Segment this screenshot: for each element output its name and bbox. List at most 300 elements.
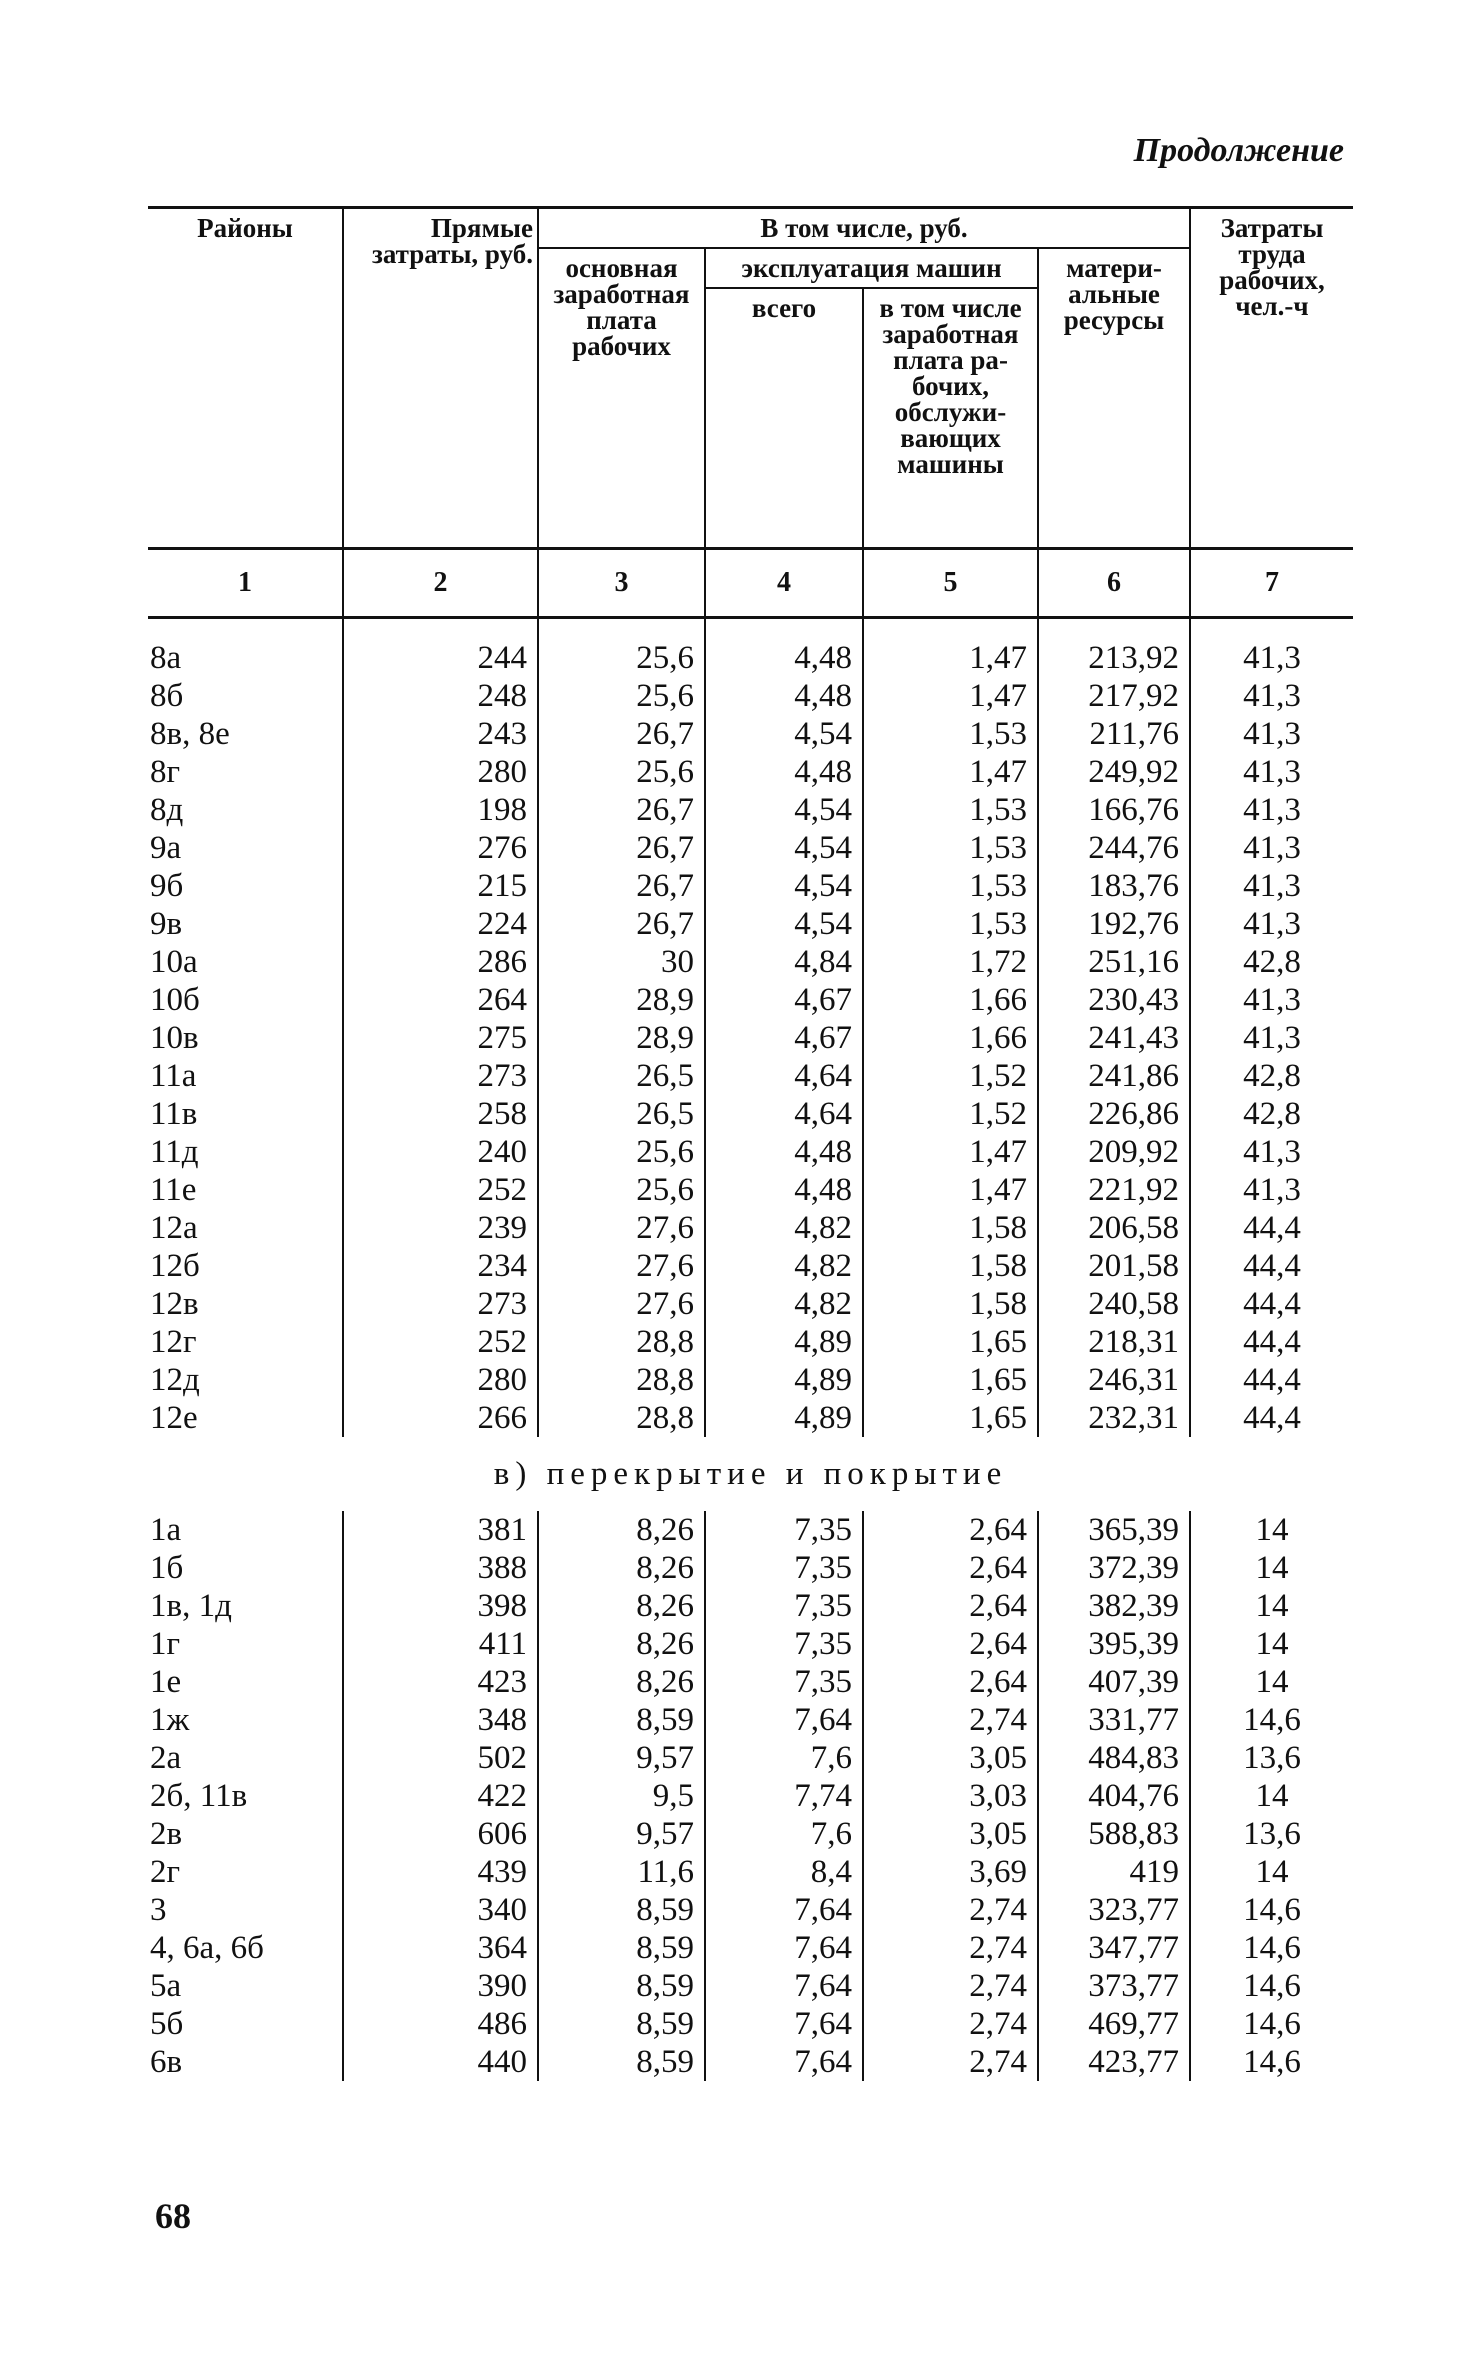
column-number: 4 bbox=[705, 549, 863, 618]
value-cell: 14 bbox=[1190, 1663, 1353, 1701]
value-cell: 215 bbox=[343, 867, 538, 905]
value-cell: 2,64 bbox=[863, 1625, 1038, 1663]
value-cell: 398 bbox=[343, 1587, 538, 1625]
value-cell: 252 bbox=[343, 1323, 538, 1361]
table-row bbox=[148, 1815, 1353, 1853]
table-row bbox=[148, 1511, 1353, 1549]
table-row bbox=[148, 1171, 1353, 1209]
value-cell: 26,7 bbox=[538, 905, 705, 943]
value-cell: 258 bbox=[343, 1095, 538, 1133]
column-numbers-row bbox=[148, 549, 1353, 618]
value-cell: 1,58 bbox=[863, 1285, 1038, 1323]
value-cell: 26,7 bbox=[538, 791, 705, 829]
value-cell: 42,8 bbox=[1190, 943, 1353, 981]
value-cell: 4,67 bbox=[705, 1019, 863, 1057]
value-cell: 502 bbox=[343, 1739, 538, 1777]
region-cell: 1е bbox=[150, 1664, 182, 1700]
table-row bbox=[148, 1663, 1353, 1701]
value-cell: 1,47 bbox=[863, 1171, 1038, 1209]
header-regions: Районы bbox=[148, 208, 343, 549]
value-cell: 25,6 bbox=[538, 639, 705, 677]
value-cell: 364 bbox=[343, 1929, 538, 1967]
region-cell: 10а bbox=[150, 944, 198, 980]
value-cell: 14 bbox=[1190, 1853, 1353, 1891]
value-cell: 8,59 bbox=[538, 2043, 705, 2081]
value-cell: 244,76 bbox=[1038, 829, 1190, 867]
region-cell: 8а bbox=[150, 640, 182, 676]
cost-table bbox=[148, 206, 1353, 2081]
value-cell: 1,52 bbox=[863, 1057, 1038, 1095]
value-cell: 8,4 bbox=[705, 1853, 863, 1891]
value-cell: 13,6 bbox=[1190, 1815, 1353, 1853]
value-cell: 2,64 bbox=[863, 1549, 1038, 1587]
table-row bbox=[148, 1929, 1353, 1967]
table-row bbox=[148, 1853, 1353, 1891]
value-cell: 381 bbox=[343, 1511, 538, 1549]
value-cell: 9,57 bbox=[538, 1815, 705, 1853]
value-cell: 3,05 bbox=[863, 1815, 1038, 1853]
value-cell: 44,4 bbox=[1190, 1399, 1353, 1437]
value-cell: 7,64 bbox=[705, 1701, 863, 1739]
value-cell: 1,53 bbox=[863, 905, 1038, 943]
value-cell: 286 bbox=[343, 943, 538, 981]
value-cell: 4,64 bbox=[705, 1057, 863, 1095]
value-cell: 1,58 bbox=[863, 1247, 1038, 1285]
value-cell: 4,82 bbox=[705, 1285, 863, 1323]
value-cell: 246,31 bbox=[1038, 1361, 1190, 1399]
value-cell: 7,74 bbox=[705, 1777, 863, 1815]
value-cell: 1,53 bbox=[863, 829, 1038, 867]
header-base-wage: основная заработная плата рабочих bbox=[538, 248, 705, 549]
value-cell: 372,39 bbox=[1038, 1549, 1190, 1587]
value-cell: 419 bbox=[1038, 1853, 1190, 1891]
header-materials: материальные ресурсы bbox=[1038, 248, 1190, 549]
value-cell: 28,8 bbox=[538, 1399, 705, 1437]
value-cell: 198 bbox=[343, 791, 538, 829]
region-cell: 11е bbox=[150, 1172, 197, 1208]
value-cell: 28,8 bbox=[538, 1361, 705, 1399]
value-cell: 4,89 bbox=[705, 1361, 863, 1399]
value-cell: 2,64 bbox=[863, 1511, 1038, 1549]
header-labor: Затраты труда рабочих, чел.-ч bbox=[1190, 208, 1353, 549]
value-cell: 4,54 bbox=[705, 715, 863, 753]
table-row bbox=[148, 1361, 1353, 1399]
value-cell: 26,7 bbox=[538, 867, 705, 905]
value-cell: 8,26 bbox=[538, 1625, 705, 1663]
table-row bbox=[148, 677, 1353, 715]
value-cell: 28,9 bbox=[538, 981, 705, 1019]
value-cell: 8,26 bbox=[538, 1549, 705, 1587]
region-cell: 12е bbox=[150, 1400, 198, 1436]
value-cell: 273 bbox=[343, 1285, 538, 1323]
value-cell: 11,6 bbox=[538, 1853, 705, 1891]
header-machines-wage: в том числе заработная плата рабочих, обслуживающих машины bbox=[863, 288, 1038, 549]
value-cell: 8,59 bbox=[538, 1701, 705, 1739]
value-cell: 423,77 bbox=[1038, 2043, 1190, 2081]
table-row bbox=[148, 1625, 1353, 1663]
value-cell: 252 bbox=[343, 1171, 538, 1209]
table-row bbox=[148, 1285, 1353, 1323]
table-row bbox=[148, 943, 1353, 981]
value-cell: 42,8 bbox=[1190, 1095, 1353, 1133]
value-cell: 8,26 bbox=[538, 1663, 705, 1701]
value-cell: 41,3 bbox=[1190, 867, 1353, 905]
value-cell: 7,35 bbox=[705, 1587, 863, 1625]
table-row bbox=[148, 1739, 1353, 1777]
column-number: 5 bbox=[863, 549, 1038, 618]
value-cell: 25,6 bbox=[538, 677, 705, 715]
value-cell: 7,35 bbox=[705, 1549, 863, 1587]
value-cell: 7,64 bbox=[705, 1929, 863, 1967]
value-cell: 395,39 bbox=[1038, 1625, 1190, 1663]
region-cell: 1а bbox=[150, 1512, 182, 1548]
value-cell: 1,52 bbox=[863, 1095, 1038, 1133]
region-cell: 1б bbox=[150, 1550, 184, 1586]
value-cell: 7,35 bbox=[705, 1663, 863, 1701]
table-row bbox=[148, 753, 1353, 791]
header-including: В том числе, руб. bbox=[538, 208, 1190, 249]
value-cell: 1,53 bbox=[863, 715, 1038, 753]
value-cell: 4,89 bbox=[705, 1323, 863, 1361]
value-cell: 2,64 bbox=[863, 1663, 1038, 1701]
region-cell: 9а bbox=[150, 830, 182, 866]
value-cell: 280 bbox=[343, 753, 538, 791]
value-cell: 275 bbox=[343, 1019, 538, 1057]
header-direct-costs: Прямые затраты, руб. bbox=[343, 208, 538, 549]
value-cell: 2,64 bbox=[863, 1587, 1038, 1625]
value-cell: 4,48 bbox=[705, 677, 863, 715]
region-cell: 9в bbox=[150, 906, 183, 942]
value-cell: 588,83 bbox=[1038, 1815, 1190, 1853]
value-cell: 14 bbox=[1190, 1511, 1353, 1549]
value-cell: 27,6 bbox=[538, 1285, 705, 1323]
value-cell: 4,89 bbox=[705, 1399, 863, 1437]
value-cell: 209,92 bbox=[1038, 1133, 1190, 1171]
value-cell: 42,8 bbox=[1190, 1057, 1353, 1095]
value-cell: 14,6 bbox=[1190, 1701, 1353, 1739]
table-row bbox=[148, 1587, 1353, 1625]
value-cell: 13,6 bbox=[1190, 1739, 1353, 1777]
table-row bbox=[148, 1057, 1353, 1095]
value-cell: 439 bbox=[343, 1853, 538, 1891]
value-cell: 230,43 bbox=[1038, 981, 1190, 1019]
region-cell: 11а bbox=[150, 1058, 197, 1094]
value-cell: 423 bbox=[343, 1663, 538, 1701]
region-cell: 4, 6а, 6б bbox=[150, 1930, 264, 1966]
region-cell: 5а bbox=[150, 1968, 182, 2004]
value-cell: 241,43 bbox=[1038, 1019, 1190, 1057]
page-number: 68 bbox=[155, 2196, 191, 2236]
value-cell: 218,31 bbox=[1038, 1323, 1190, 1361]
value-cell: 2,74 bbox=[863, 2043, 1038, 2081]
value-cell: 2,74 bbox=[863, 1701, 1038, 1739]
value-cell: 41,3 bbox=[1190, 677, 1353, 715]
value-cell: 25,6 bbox=[538, 753, 705, 791]
region-cell: 2а bbox=[150, 1740, 182, 1776]
table-header bbox=[148, 208, 1353, 549]
value-cell: 1,53 bbox=[863, 791, 1038, 829]
value-cell: 241,86 bbox=[1038, 1057, 1190, 1095]
value-cell: 4,48 bbox=[705, 639, 863, 677]
table-row bbox=[148, 1323, 1353, 1361]
value-cell: 382,39 bbox=[1038, 1587, 1190, 1625]
value-cell: 251,16 bbox=[1038, 943, 1190, 981]
value-cell: 240 bbox=[343, 1133, 538, 1171]
value-cell: 422 bbox=[343, 1777, 538, 1815]
table-row bbox=[148, 1095, 1353, 1133]
value-cell: 224 bbox=[343, 905, 538, 943]
value-cell: 4,54 bbox=[705, 791, 863, 829]
value-cell: 266 bbox=[343, 1399, 538, 1437]
value-cell: 4,54 bbox=[705, 867, 863, 905]
value-cell: 340 bbox=[343, 1891, 538, 1929]
value-cell: 7,35 bbox=[705, 1511, 863, 1549]
table-row bbox=[148, 1209, 1353, 1247]
value-cell: 4,48 bbox=[705, 1171, 863, 1209]
value-cell: 407,39 bbox=[1038, 1663, 1190, 1701]
value-cell: 1,66 bbox=[863, 981, 1038, 1019]
value-cell: 232,31 bbox=[1038, 1399, 1190, 1437]
value-cell: 1,65 bbox=[863, 1323, 1038, 1361]
value-cell: 331,77 bbox=[1038, 1701, 1190, 1739]
region-cell: 12б bbox=[150, 1248, 200, 1284]
value-cell: 44,4 bbox=[1190, 1247, 1353, 1285]
header-machines-total: всего bbox=[705, 288, 863, 549]
value-cell: 44,4 bbox=[1190, 1361, 1353, 1399]
column-number: 3 bbox=[538, 549, 705, 618]
value-cell: 1,47 bbox=[863, 639, 1038, 677]
value-cell: 8,59 bbox=[538, 2005, 705, 2043]
value-cell: 44,4 bbox=[1190, 1209, 1353, 1247]
value-cell: 226,86 bbox=[1038, 1095, 1190, 1133]
value-cell: 388 bbox=[343, 1549, 538, 1587]
region-cell: 8б bbox=[150, 678, 184, 714]
value-cell: 244 bbox=[343, 639, 538, 677]
region-cell: 9б bbox=[150, 868, 184, 904]
table-row bbox=[148, 1019, 1353, 1057]
section-row bbox=[148, 1437, 1353, 1511]
region-cell: 1ж bbox=[150, 1702, 190, 1738]
value-cell: 4,54 bbox=[705, 829, 863, 867]
region-cell: 2г bbox=[150, 1854, 181, 1890]
table-row bbox=[148, 715, 1353, 753]
value-cell: 404,76 bbox=[1038, 1777, 1190, 1815]
column-number: 2 bbox=[343, 549, 538, 618]
value-cell: 2,74 bbox=[863, 1967, 1038, 2005]
region-cell: 11д bbox=[150, 1134, 199, 1170]
value-cell: 1,58 bbox=[863, 1209, 1038, 1247]
value-cell: 4,48 bbox=[705, 1133, 863, 1171]
value-cell: 7,6 bbox=[705, 1815, 863, 1853]
value-cell: 239 bbox=[343, 1209, 538, 1247]
value-cell: 4,54 bbox=[705, 905, 863, 943]
value-cell: 14,6 bbox=[1190, 2005, 1353, 2043]
value-cell: 2,74 bbox=[863, 1929, 1038, 1967]
value-cell: 14,6 bbox=[1190, 1929, 1353, 1967]
table-row bbox=[148, 867, 1353, 905]
value-cell: 206,58 bbox=[1038, 1209, 1190, 1247]
value-cell: 9,57 bbox=[538, 1739, 705, 1777]
value-cell: 1,47 bbox=[863, 677, 1038, 715]
table-row bbox=[148, 1701, 1353, 1739]
value-cell: 183,76 bbox=[1038, 867, 1190, 905]
region-cell: 2в bbox=[150, 1816, 183, 1852]
region-cell: 8д bbox=[150, 792, 184, 828]
value-cell: 7,64 bbox=[705, 1967, 863, 2005]
value-cell: 211,76 bbox=[1038, 715, 1190, 753]
value-cell: 276 bbox=[343, 829, 538, 867]
value-cell: 41,3 bbox=[1190, 829, 1353, 867]
value-cell: 213,92 bbox=[1038, 639, 1190, 677]
value-cell: 323,77 bbox=[1038, 1891, 1190, 1929]
value-cell: 348 bbox=[343, 1701, 538, 1739]
region-cell: 12а bbox=[150, 1210, 198, 1246]
value-cell: 221,92 bbox=[1038, 1171, 1190, 1209]
value-cell: 4,82 bbox=[705, 1247, 863, 1285]
table-row bbox=[148, 905, 1353, 943]
value-cell: 1,65 bbox=[863, 1399, 1038, 1437]
value-cell: 1,47 bbox=[863, 1133, 1038, 1171]
column-number: 6 bbox=[1038, 549, 1190, 618]
table-row bbox=[148, 1777, 1353, 1815]
value-cell: 25,6 bbox=[538, 1133, 705, 1171]
value-cell: 469,77 bbox=[1038, 2005, 1190, 2043]
value-cell: 26,7 bbox=[538, 829, 705, 867]
value-cell: 41,3 bbox=[1190, 905, 1353, 943]
value-cell: 273 bbox=[343, 1057, 538, 1095]
continuation-label: Продолжение bbox=[1133, 132, 1344, 169]
table-row bbox=[148, 1549, 1353, 1587]
value-cell: 9,5 bbox=[538, 1777, 705, 1815]
table-body bbox=[148, 549, 1353, 2082]
value-cell: 14,6 bbox=[1190, 2043, 1353, 2081]
value-cell: 7,64 bbox=[705, 2005, 863, 2043]
value-cell: 27,6 bbox=[538, 1209, 705, 1247]
value-cell: 365,39 bbox=[1038, 1511, 1190, 1549]
table-row bbox=[148, 829, 1353, 867]
column-number: 1 bbox=[148, 549, 343, 618]
region-cell: 12г bbox=[150, 1324, 197, 1360]
value-cell: 217,92 bbox=[1038, 677, 1190, 715]
value-cell: 4,48 bbox=[705, 753, 863, 791]
value-cell: 7,6 bbox=[705, 1739, 863, 1777]
value-cell: 373,77 bbox=[1038, 1967, 1190, 2005]
value-cell: 14,6 bbox=[1190, 1891, 1353, 1929]
value-cell: 7,64 bbox=[705, 1891, 863, 1929]
value-cell: 8,26 bbox=[538, 1511, 705, 1549]
value-cell: 486 bbox=[343, 2005, 538, 2043]
value-cell: 2,74 bbox=[863, 1891, 1038, 1929]
value-cell: 3,05 bbox=[863, 1739, 1038, 1777]
region-cell: 10б bbox=[150, 982, 200, 1018]
value-cell: 234 bbox=[343, 1247, 538, 1285]
value-cell: 280 bbox=[343, 1361, 538, 1399]
value-cell: 248 bbox=[343, 677, 538, 715]
value-cell: 28,9 bbox=[538, 1019, 705, 1057]
table-row bbox=[148, 1133, 1353, 1171]
value-cell: 26,5 bbox=[538, 1095, 705, 1133]
value-cell: 390 bbox=[343, 1967, 538, 2005]
value-cell: 411 bbox=[343, 1625, 538, 1663]
header-machines: эксплуатация машин bbox=[705, 248, 1038, 288]
value-cell: 25,6 bbox=[538, 1171, 705, 1209]
value-cell: 249,92 bbox=[1038, 753, 1190, 791]
region-cell: 3 bbox=[150, 1892, 167, 1928]
table-row bbox=[148, 639, 1353, 677]
value-cell: 41,3 bbox=[1190, 753, 1353, 791]
value-cell: 484,83 bbox=[1038, 1739, 1190, 1777]
value-cell: 4,64 bbox=[705, 1095, 863, 1133]
value-cell: 4,82 bbox=[705, 1209, 863, 1247]
value-cell: 240,58 bbox=[1038, 1285, 1190, 1323]
value-cell: 4,84 bbox=[705, 943, 863, 981]
value-cell: 192,76 bbox=[1038, 905, 1190, 943]
table-row bbox=[148, 1399, 1353, 1437]
region-cell: 12д bbox=[150, 1362, 200, 1398]
region-cell: 10в bbox=[150, 1020, 199, 1056]
value-cell: 26,7 bbox=[538, 715, 705, 753]
value-cell: 14 bbox=[1190, 1777, 1353, 1815]
value-cell: 440 bbox=[343, 2043, 538, 2081]
value-cell: 14 bbox=[1190, 1625, 1353, 1663]
value-cell: 14 bbox=[1190, 1587, 1353, 1625]
value-cell: 30 bbox=[538, 943, 705, 981]
region-cell: 5б bbox=[150, 2006, 184, 2042]
table-row bbox=[148, 791, 1353, 829]
value-cell: 3,03 bbox=[863, 1777, 1038, 1815]
value-cell: 8,59 bbox=[538, 1929, 705, 1967]
value-cell: 41,3 bbox=[1190, 981, 1353, 1019]
region-cell: 11в bbox=[150, 1096, 198, 1132]
table-row bbox=[148, 1891, 1353, 1929]
value-cell: 166,76 bbox=[1038, 791, 1190, 829]
value-cell: 201,58 bbox=[1038, 1247, 1190, 1285]
value-cell: 243 bbox=[343, 715, 538, 753]
value-cell: 4,67 bbox=[705, 981, 863, 1019]
region-cell: 8в, 8е bbox=[150, 716, 230, 752]
value-cell: 8,26 bbox=[538, 1587, 705, 1625]
value-cell: 3,69 bbox=[863, 1853, 1038, 1891]
value-cell: 2,74 bbox=[863, 2005, 1038, 2043]
value-cell: 1,47 bbox=[863, 753, 1038, 791]
value-cell: 606 bbox=[343, 1815, 538, 1853]
value-cell: 41,3 bbox=[1190, 1133, 1353, 1171]
value-cell: 44,4 bbox=[1190, 1285, 1353, 1323]
region-cell: 2б, 11в bbox=[150, 1778, 248, 1814]
value-cell: 1,53 bbox=[863, 867, 1038, 905]
value-cell: 41,3 bbox=[1190, 791, 1353, 829]
value-cell: 1,72 bbox=[863, 943, 1038, 981]
value-cell: 1,65 bbox=[863, 1361, 1038, 1399]
value-cell: 14 bbox=[1190, 1549, 1353, 1587]
region-cell: 6в bbox=[150, 2044, 183, 2080]
table-row bbox=[148, 2005, 1353, 2043]
value-cell: 28,8 bbox=[538, 1323, 705, 1361]
value-cell: 7,64 bbox=[705, 2043, 863, 2081]
value-cell: 41,3 bbox=[1190, 1019, 1353, 1057]
table-row bbox=[148, 1247, 1353, 1285]
value-cell: 41,3 bbox=[1190, 715, 1353, 753]
value-cell: 8,59 bbox=[538, 1967, 705, 2005]
value-cell: 7,35 bbox=[705, 1625, 863, 1663]
region-cell: 1в, 1д bbox=[150, 1588, 232, 1624]
table-row bbox=[148, 981, 1353, 1019]
value-cell: 264 bbox=[343, 981, 538, 1019]
value-cell: 347,77 bbox=[1038, 1929, 1190, 1967]
region-cell: 1г bbox=[150, 1626, 181, 1662]
value-cell: 8,59 bbox=[538, 1891, 705, 1929]
value-cell: 14,6 bbox=[1190, 1967, 1353, 2005]
